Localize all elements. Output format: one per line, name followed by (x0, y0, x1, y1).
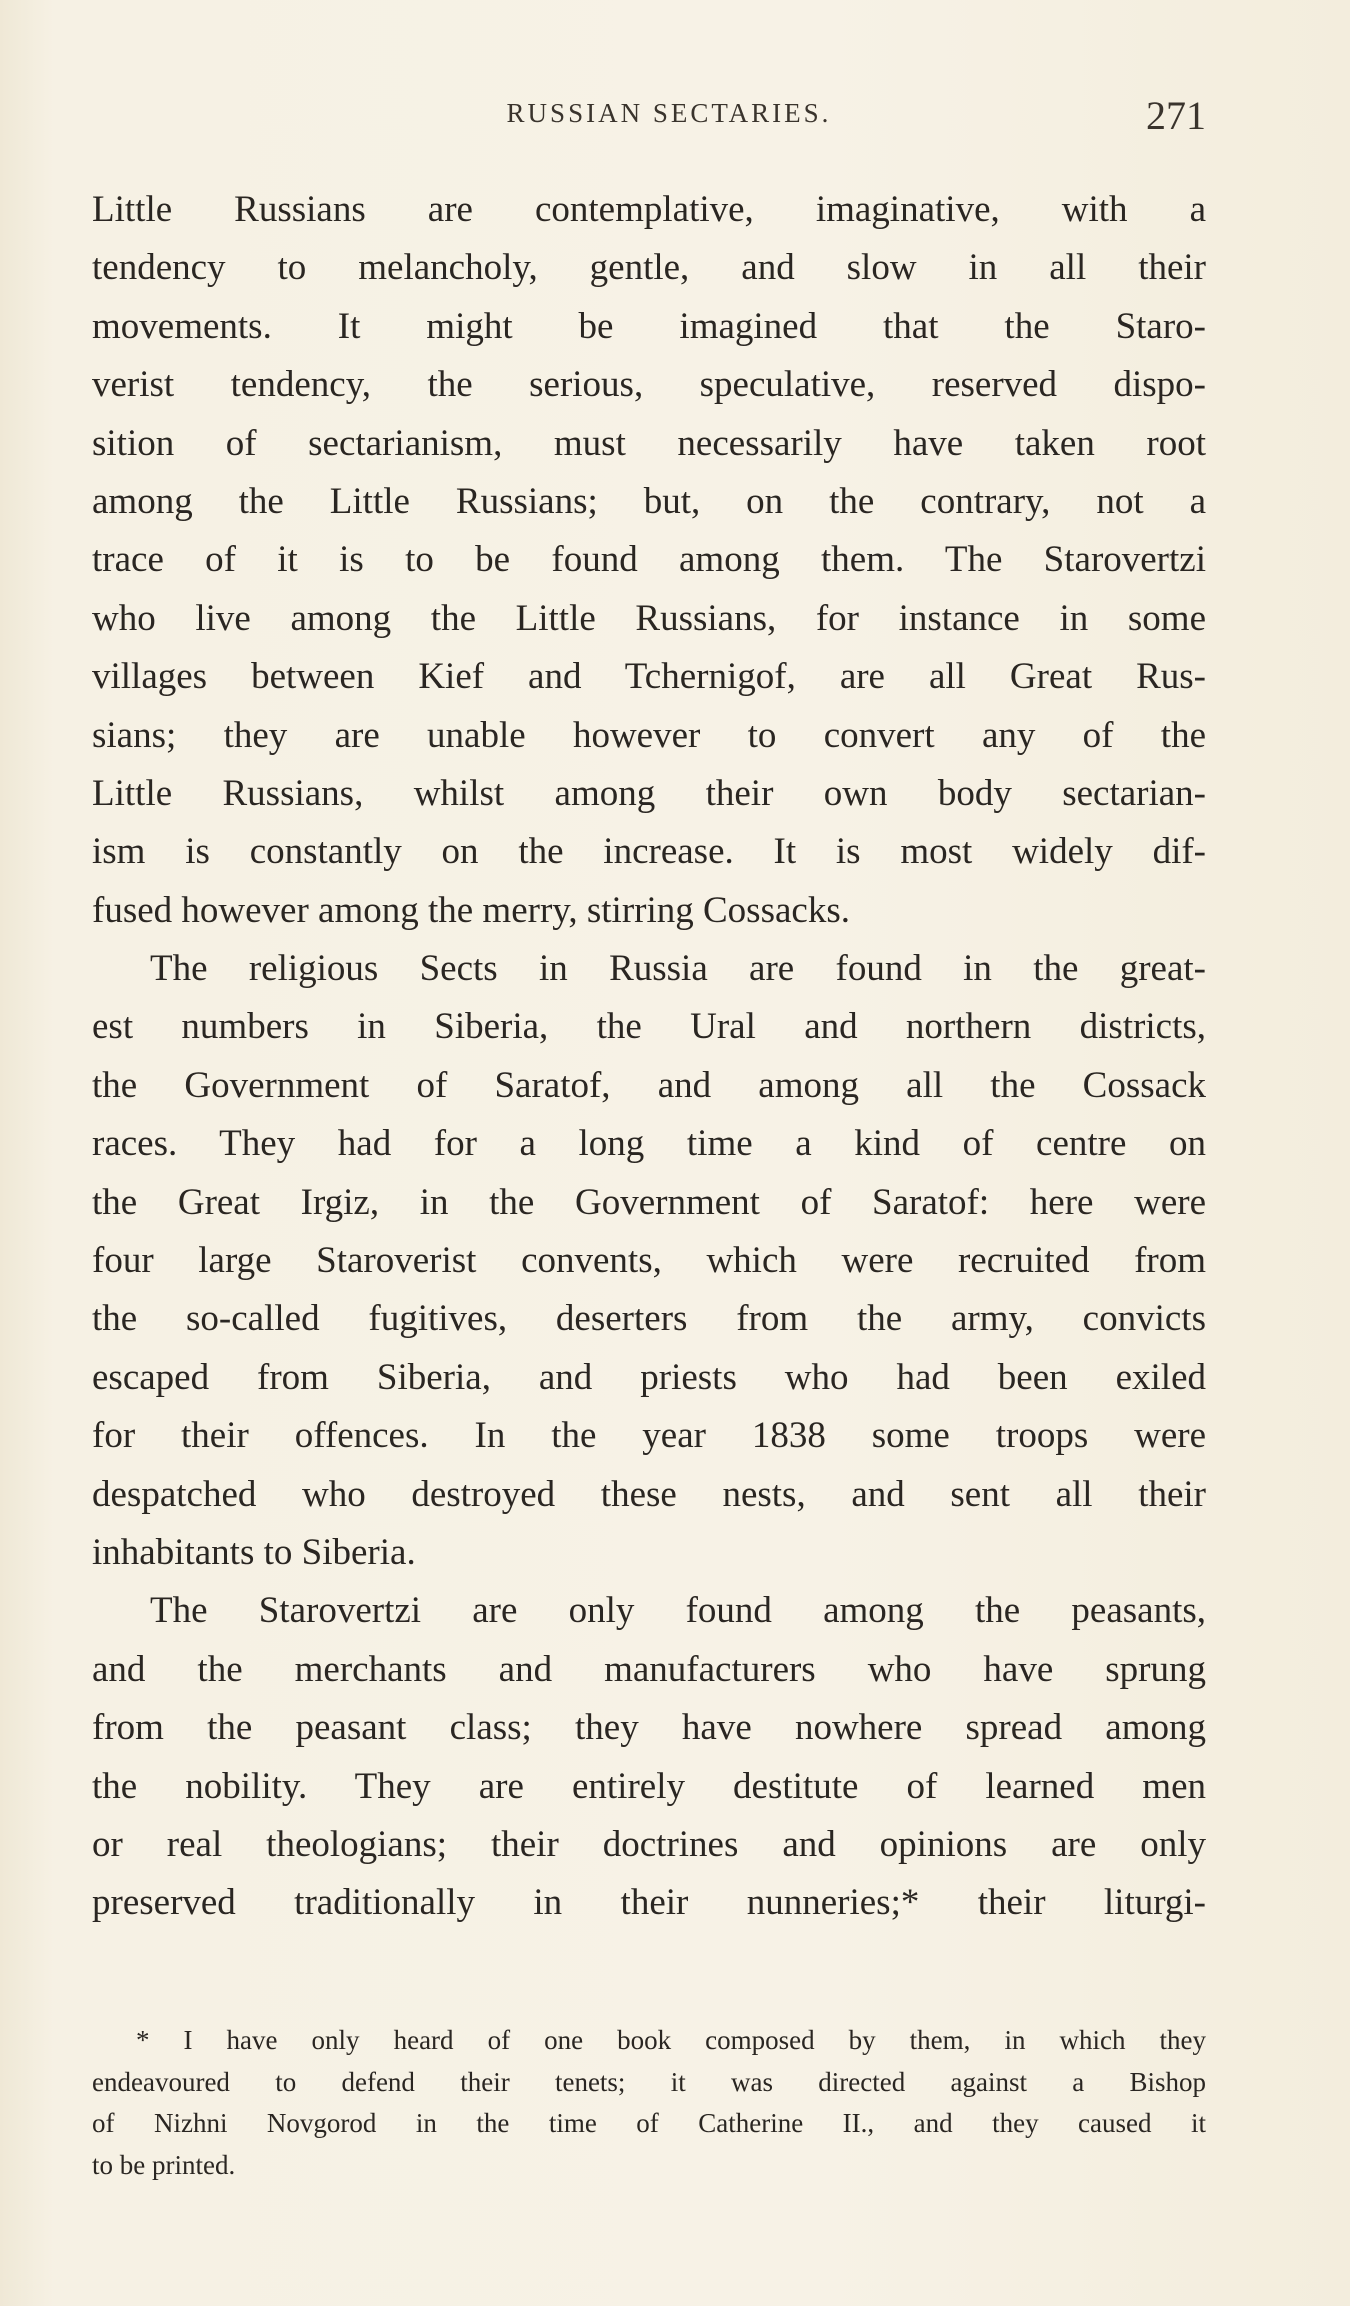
text-line: the nobility. They are entirely destitute of learned men (92, 1765, 1206, 1807)
text-line: for their offences. In the year 1838 some troops were (92, 1415, 1206, 1457)
text-line: tendency to melancholy, gentle, and slow in all their (92, 247, 1206, 289)
text-line: or real theologians; their doctrines and opinions are only (92, 1823, 1206, 1865)
text-line: The Starovertzi are only found among the peasants, (150, 1590, 1206, 1632)
text-line: sians; they are unable however to convert any of the (92, 714, 1206, 756)
text-line: the Great Irgiz, in the Government of Saratof: here were (92, 1181, 1206, 1223)
footnote-line: to be printed. (92, 2149, 236, 2180)
footnote-line: * I have only heard of one book composed by them, in which they (136, 2025, 1206, 2055)
text-line: preserved traditionally in their nunneries;* their liturgi- (92, 1882, 1206, 1924)
text-line: who live among the Little Russians, for instance in some (92, 597, 1206, 639)
text-line: four large Staroverist convents, which were recruited from (92, 1240, 1206, 1282)
text-line: ism is constantly on the increase. It is most widely dif- (92, 831, 1206, 873)
body-text (92, 181, 1206, 1933)
text-line: verist tendency, the serious, speculative, reserved dispo- (92, 364, 1206, 406)
text-line: the Government of Saratof, and among all the Cossack (92, 1064, 1206, 1106)
text-line: inhabitants to Siberia. (92, 1531, 416, 1573)
text-line: Little Russians, whilst among their own body sectarian- (92, 772, 1206, 814)
text-line: sition of sectarianism, must necessarily have taken root (92, 422, 1206, 464)
text-line: and the merchants and manufacturers who have sprung (92, 1648, 1206, 1690)
text-line: trace of it is to be found among them. The Starovertzi (92, 539, 1206, 581)
text-line: fused however among the merry, stirring Cossacks. (92, 889, 850, 931)
text-line: Little Russians are contemplative, imaginative, with a (92, 189, 1206, 230)
page-number: 271 (1146, 93, 1206, 138)
text-line: among the Little Russians; but, on the contrary, not a (92, 480, 1206, 522)
footnote (92, 2020, 1206, 2186)
text-line: despatched who destroyed these nests, and sent all their (92, 1473, 1206, 1515)
running-head (92, 92, 1206, 142)
text-line: escaped from Siberia, and priests who had been exiled (92, 1356, 1206, 1398)
text-line: the so-called fugitives, deserters from the army, convicts (92, 1298, 1206, 1340)
footnote-line: of Nizhni Novgorod in the time of Catherine II., and they caused it (92, 2108, 1206, 2138)
text-line: races. They had for a long time a kind of centre on (92, 1123, 1206, 1165)
text-line: The religious Sects in Russia are found in the great- (150, 948, 1206, 990)
text-line: est numbers in Siberia, the Ural and northern districts, (92, 1006, 1206, 1048)
running-title: RUSSIAN SECTARIES. (506, 98, 832, 128)
text-line: villages between Kief and Tchernigof, are all Great Rus- (92, 656, 1206, 698)
text-line: from the peasant class; they have nowhere spread among (92, 1707, 1206, 1749)
text-line: movements. It might be imagined that the Staro- (92, 305, 1206, 347)
footnote-line: endeavoured to defend their tenets; it was directed against a Bishop (92, 2066, 1206, 2097)
